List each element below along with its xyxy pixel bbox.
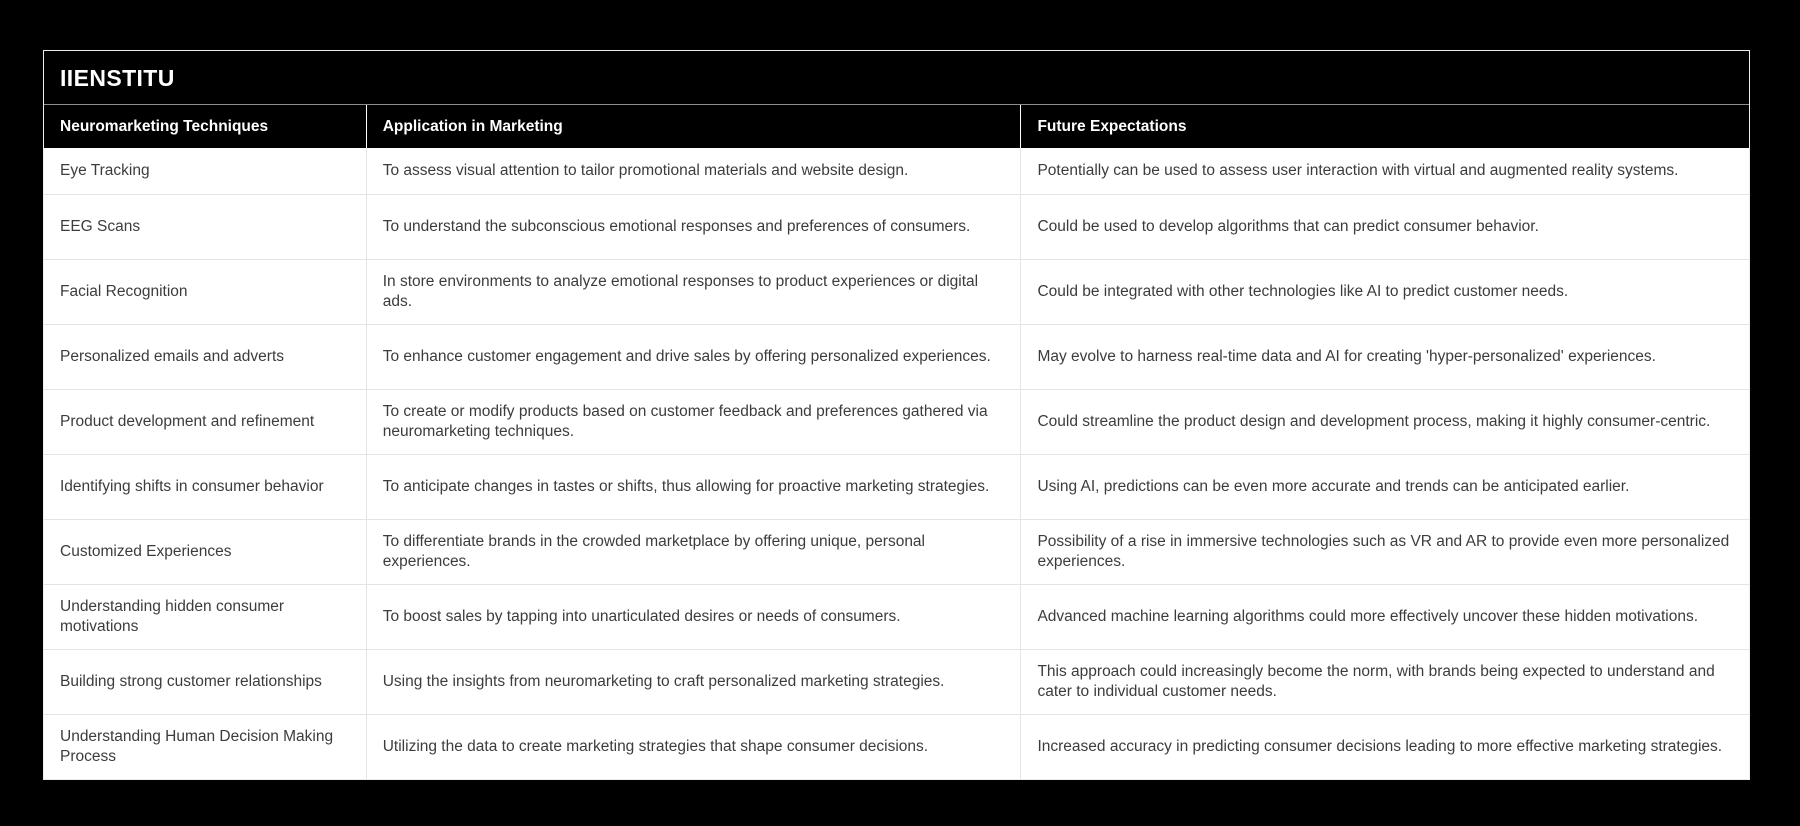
- cell-expectation: Could streamline the product design and development process, making it highly consumer-centric.: [1021, 389, 1749, 454]
- cell-application: To differentiate brands in the crowded marketplace by offering unique, personal experiences.: [366, 519, 1021, 584]
- cell-application: To create or modify products based on customer feedback and preferences gathered via neuromarketing techniques.: [366, 389, 1021, 454]
- content-frame: [43, 50, 1750, 780]
- cell-expectation: Advanced machine learning algorithms could more effectively uncover these hidden motivations.: [1021, 584, 1749, 649]
- cell-technique: EEG Scans: [44, 194, 366, 259]
- table-row: [44, 194, 1749, 259]
- table-row: [44, 148, 1749, 194]
- cell-technique: Facial Recognition: [44, 259, 366, 324]
- cell-technique: Understanding hidden consumer motivations: [44, 584, 366, 649]
- table-row: [44, 649, 1749, 714]
- table-body: [44, 148, 1749, 779]
- cell-expectation: Could be used to develop algorithms that can predict consumer behavior.: [1021, 194, 1749, 259]
- cell-technique: Product development and refinement: [44, 389, 366, 454]
- cell-application: To understand the subconscious emotional responses and preferences of consumers.: [366, 194, 1021, 259]
- cell-technique: Identifying shifts in consumer behavior: [44, 454, 366, 519]
- cell-expectation: Using AI, predictions can be even more accurate and trends can be anticipated earlier.: [1021, 454, 1749, 519]
- cell-expectation: Could be integrated with other technologies like AI to predict customer needs.: [1021, 259, 1749, 324]
- cell-technique: Customized Experiences: [44, 519, 366, 584]
- cell-technique: Personalized emails and adverts: [44, 324, 366, 389]
- table-row: [44, 389, 1749, 454]
- neuromarketing-table: [44, 105, 1749, 779]
- column-header-application: Application in Marketing: [366, 105, 1021, 148]
- cell-expectation: May evolve to harness real-time data and AI for creating 'hyper-personalized' experiences.: [1021, 324, 1749, 389]
- column-header-expectations: Future Expectations: [1021, 105, 1749, 148]
- cell-application: To boost sales by tapping into unarticulated desires or needs of consumers.: [366, 584, 1021, 649]
- cell-technique: Eye Tracking: [44, 148, 366, 194]
- table-row: [44, 324, 1749, 389]
- table-header-row: [44, 105, 1749, 148]
- cell-expectation: This approach could increasingly become the norm, with brands being expected to understand and cater to individual customer needs.: [1021, 649, 1749, 714]
- column-header-techniques: Neuromarketing Techniques: [44, 105, 366, 148]
- cell-application: Utilizing the data to create marketing strategies that shape consumer decisions.: [366, 714, 1021, 779]
- cell-application: To anticipate changes in tastes or shifts, thus allowing for proactive marketing strategies.: [366, 454, 1021, 519]
- table-header: [44, 105, 1749, 148]
- table-row: [44, 454, 1749, 519]
- cell-application: In store environments to analyze emotional responses to product experiences or digital ads.: [366, 259, 1021, 324]
- table-row: [44, 259, 1749, 324]
- table-row: [44, 584, 1749, 649]
- cell-application: To assess visual attention to tailor promotional materials and website design.: [366, 148, 1021, 194]
- cell-expectation: Increased accuracy in predicting consumer decisions leading to more effective marketing strategies.: [1021, 714, 1749, 779]
- brand-logo-text: IIENSTITU: [60, 65, 175, 91]
- cell-technique: Understanding Human Decision Making Process: [44, 714, 366, 779]
- cell-application: Using the insights from neuromarketing to craft personalized marketing strategies.: [366, 649, 1021, 714]
- cell-expectation: Possibility of a rise in immersive technologies such as VR and AR to provide even more personalized experiences.: [1021, 519, 1749, 584]
- cell-expectation: Potentially can be used to assess user interaction with virtual and augmented reality systems.: [1021, 148, 1749, 194]
- table-row: [44, 714, 1749, 779]
- cell-technique: Building strong customer relationships: [44, 649, 366, 714]
- brand-bar: [44, 51, 1749, 105]
- cell-application: To enhance customer engagement and drive sales by offering personalized experiences.: [366, 324, 1021, 389]
- table-row: [44, 519, 1749, 584]
